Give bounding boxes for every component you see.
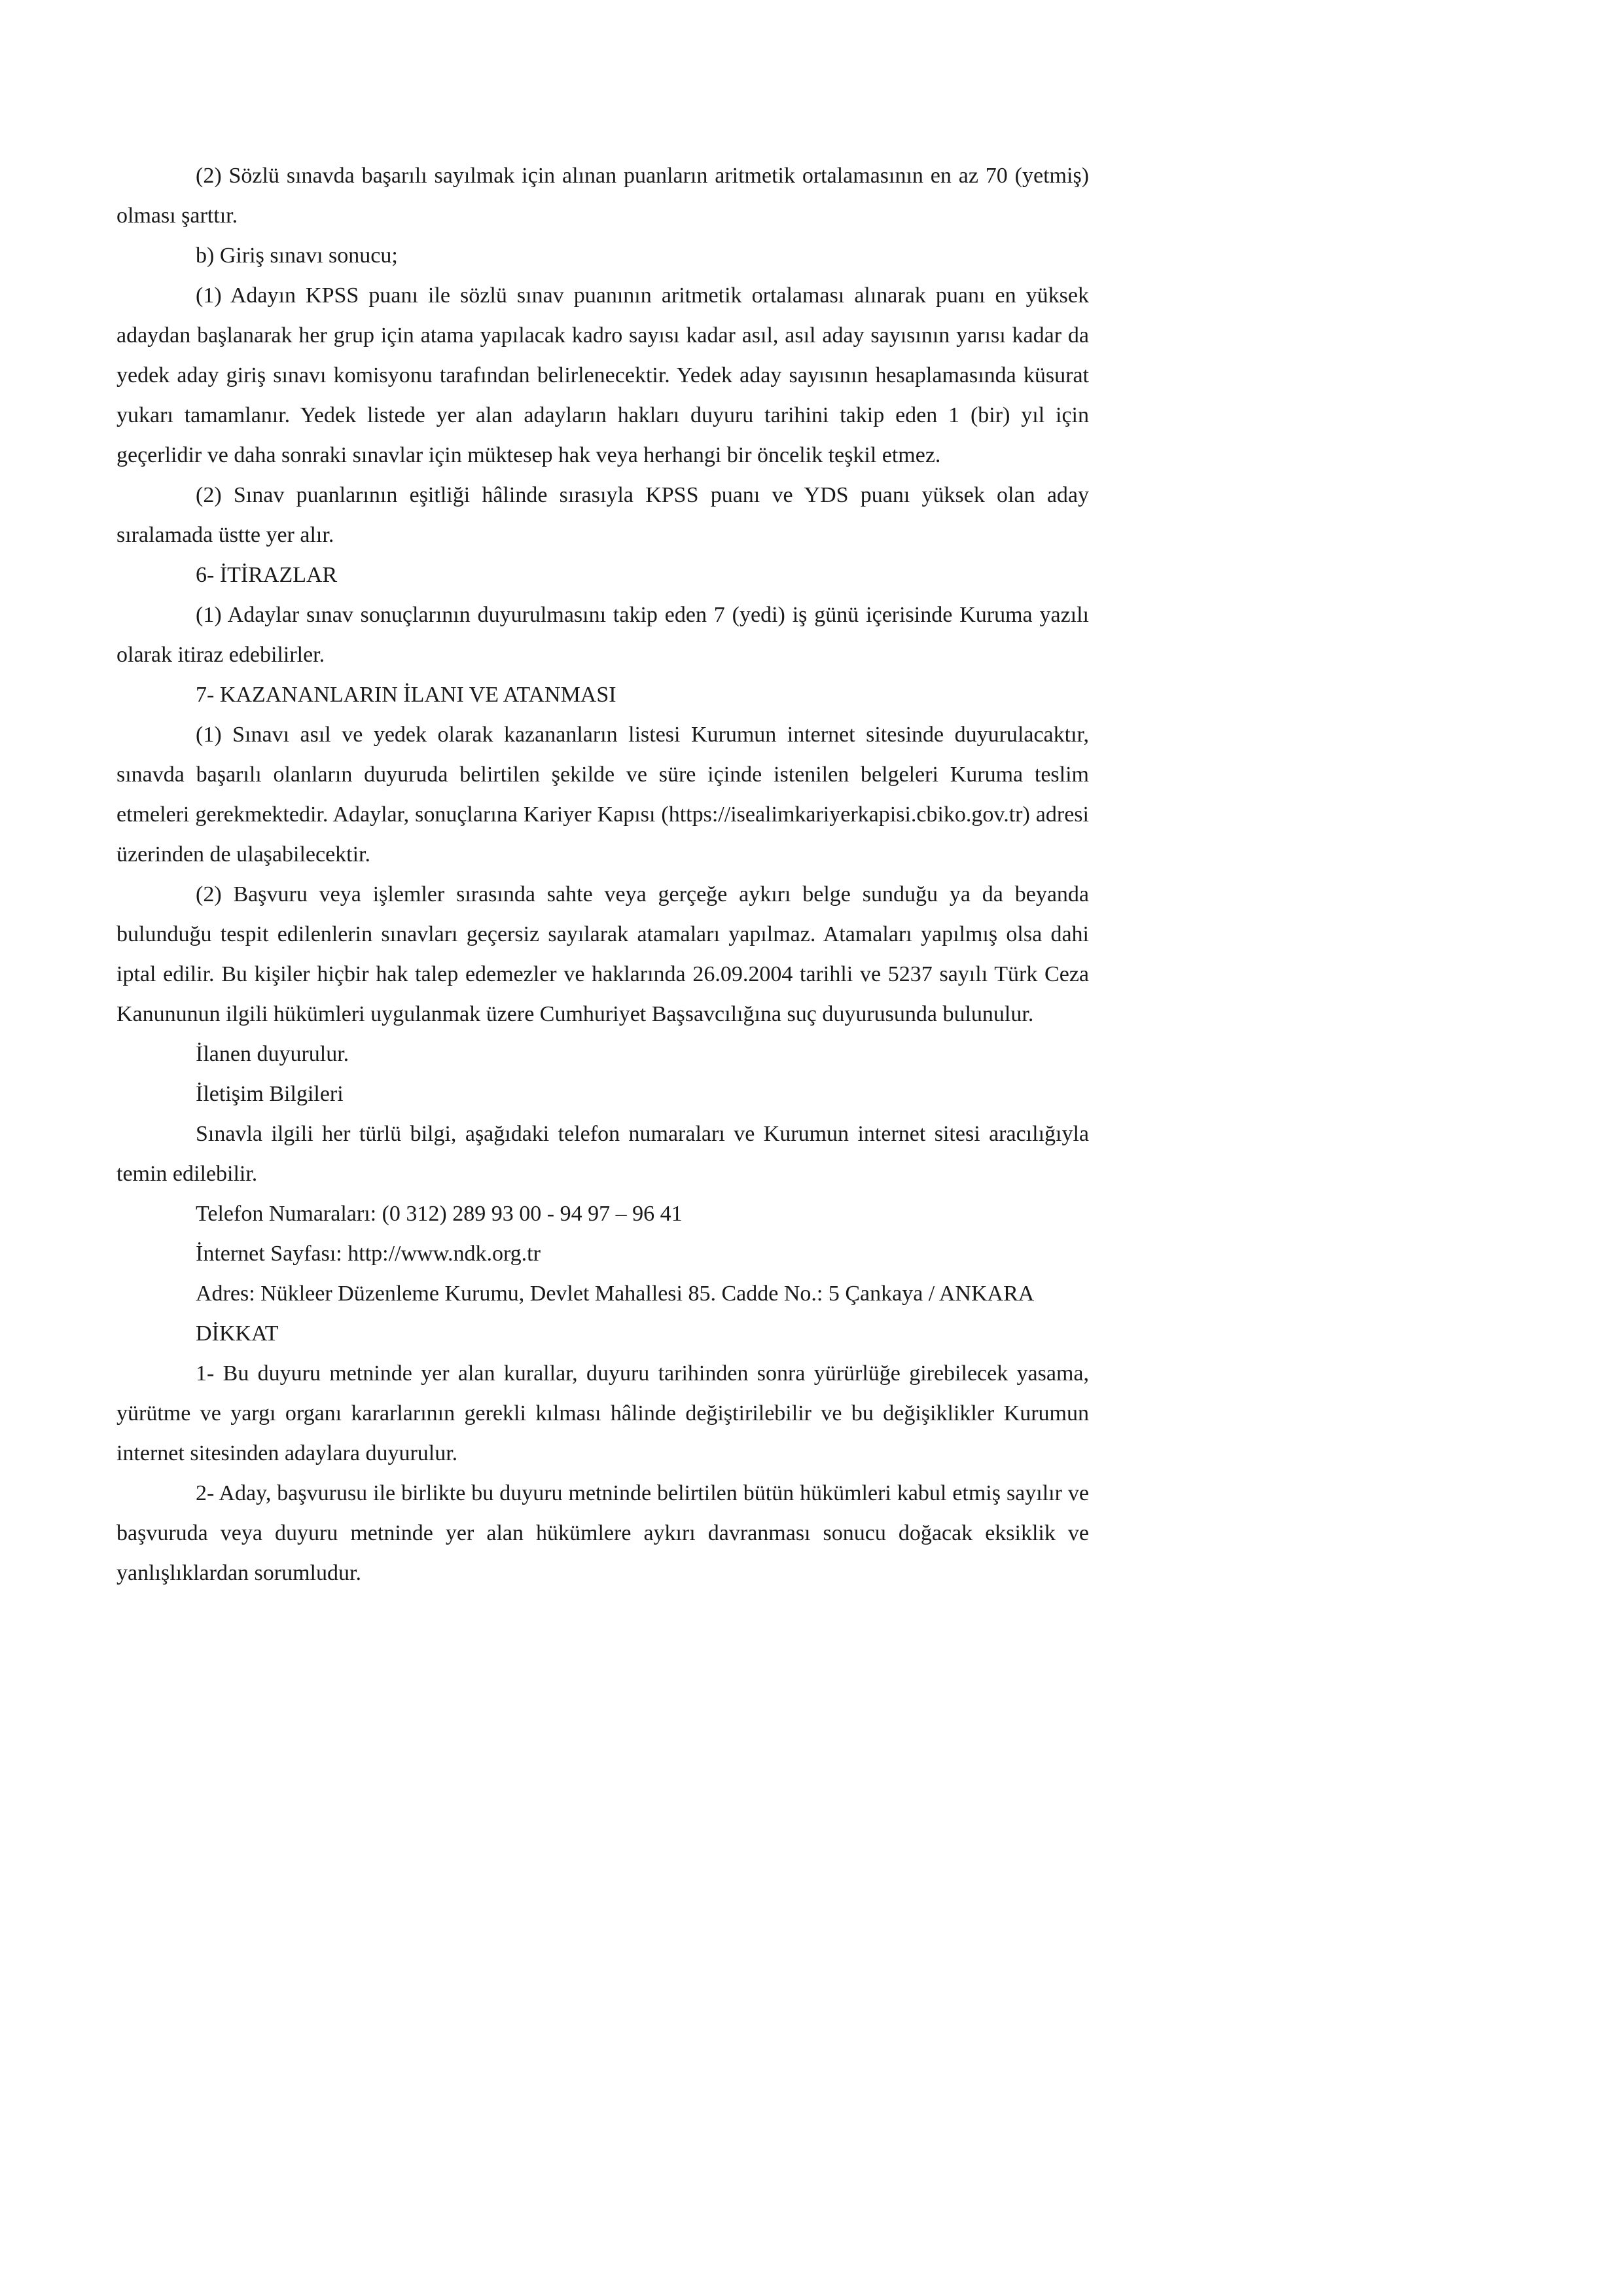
section-heading-attention: DİKKAT (196, 1321, 279, 1346)
announcement-line: İlanen duyurulur. (196, 1042, 349, 1066)
address-line: Adres: Nükleer Düzenleme Kurumu, Devlet Mahallesi 85. Cadde No.: 5 Çankaya / ANKARA (196, 1282, 1035, 1306)
subheading-entry-exam-result: b) Giriş sınavı sonucu; (196, 243, 398, 268)
paragraph-ranking-method: (1) Adayın KPSS puanı ile sözlü sınav puanının aritmetik ortalaması alınarak puanı en yüksek adaydan başlanarak her grup için atama yapılacak kadro sayısı kadar asıl, asıl aday sayısının yarısı kadar da yedek aday giriş sınavı komisyonu tarafından belirlenecektir. Yedek aday sayısının hesaplamasında küsurat yukarı tamamlanır. Yedek listede yer alan adayların hakları duyuru tarihini takip eden 1 (bir) yıl için geçerlidir ve daha sonraki sınavlar için müktesep hak veya herhangi bir öncelik teşkil etmez. (116, 283, 1089, 467)
paragraph-objections: (1) Adaylar sınav sonuçlarının duyurulmasını takip eden 7 (yedi) iş günü içerisinde Kuruma yazılı olarak itiraz edebilirler. (116, 603, 1089, 667)
contact-heading: İletişim Bilgileri (196, 1082, 344, 1106)
phone-numbers: Telefon Numaraları: (0 312) 289 93 00 - 94 97 – 96 41 (196, 1202, 683, 1226)
section-heading-objections: 6- İTİRAZLAR (196, 563, 338, 587)
paragraph-attention-2: 2- Aday, başvurusu ile birlikte bu duyuru metninde belirtilen bütün hükümleri kabul etmiş sayılır ve başvuruda veya duyuru metninde yer alan hükümlere aykırı davranması sonucu doğacak eksiklik ve yanlışlıklardan sorumludur. (116, 1481, 1089, 1585)
paragraph-attention-1: 1- Bu duyuru metninde yer alan kurallar, duyuru tarihinden sonra yürürlüğe girebilecek yasama, yürütme ve yargı organı kararlarının gerekli kılması hâlinde değiştirilebilir ve bu değişiklikler Kurumun internet sitesinden adaylara duyurulur. (116, 1361, 1089, 1465)
document-body (116, 156, 1089, 1593)
paragraph-winners-list: (1) Sınavı asıl ve yedek olarak kazananların listesi Kurumun internet sitesinde duyurulacaktır, sınavda başarılı olanların duyuruda belirtilen şekilde ve süre içinde istenilen belgeleri Kuruma teslim etmeleri gerekmektedir. Adaylar, sonuçlarına Kariyer Kapısı (https://isealimkariyerkapisi.cbiko.gov.tr) adresi üzerinden de ulaşabilecektir. (116, 723, 1089, 867)
section-heading-winners-appointment: 7- KAZANANLARIN İLANI VE ATANMASI (196, 683, 616, 707)
paragraph-contact-info: Sınavla ilgili her türlü bilgi, aşağıdaki telefon numaraları ve Kurumun internet sitesi aracılığıyla temin edilebilir. (116, 1122, 1089, 1186)
paragraph-oral-exam-threshold: (2) Sözlü sınavda başarılı sayılmak için alınan puanların aritmetik ortalamasının en az 70 (yetmiş) olması şarttır. (116, 164, 1089, 228)
website-line: İnternet Sayfası: http://www.ndk.org.tr (196, 1242, 541, 1266)
paragraph-tie-break: (2) Sınav puanlarının eşitliği hâlinde sırasıyla KPSS puanı ve YDS puanı yüksek olan aday sıralamada üstte yer alır. (116, 483, 1089, 547)
paragraph-false-documents: (2) Başvuru veya işlemler sırasında sahte veya gerçeğe aykırı belge sunduğu ya da beyanda bulunduğu tespit edilenlerin sınavları geçersiz sayılarak atamaları yapılmaz. Atamaları yapılmış olsa dahi iptal edilir. Bu kişiler hiçbir hak talep edemezler ve haklarında 26.09.2004 tarihli ve 5237 sayılı Türk Ceza Kanununun ilgili hükümleri uygulanmak üzere Cumhuriyet Başsavcılığına suç duyurusunda bulunulur. (116, 882, 1089, 1026)
